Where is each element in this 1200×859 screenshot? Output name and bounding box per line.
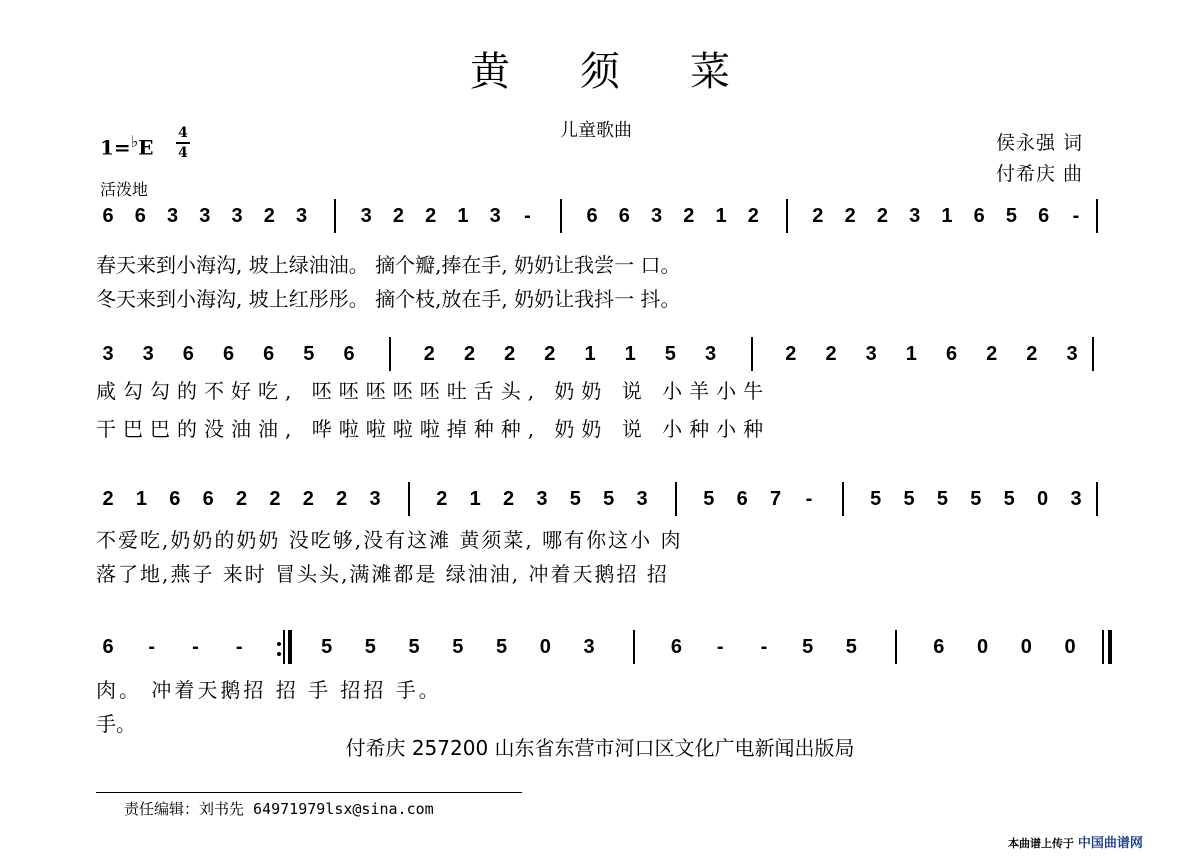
barline (633, 630, 635, 664)
note: 2 (844, 205, 856, 227)
note: 2 (785, 343, 797, 365)
time-signature (176, 124, 190, 162)
tempo-marking: 活泼地 (100, 180, 149, 199)
note: 2 (812, 205, 824, 227)
note: 3 (650, 205, 663, 227)
dash-note: - (716, 636, 724, 658)
dash-note: - (148, 636, 156, 658)
note: 3 (199, 205, 211, 227)
note: 6 (343, 343, 355, 365)
note: 5 (970, 488, 982, 510)
barline (560, 199, 562, 233)
note: 5 (303, 343, 315, 365)
lyric-verse-2: 干巴巴的没油油, 哗啦啦啦啦掉种种, 奶奶 说 小种小种 (96, 417, 771, 441)
note: 0 (1020, 636, 1032, 658)
note: 5 (408, 636, 420, 658)
note: 3 (102, 343, 114, 365)
note: 2 (425, 205, 437, 227)
note: 1 (905, 343, 917, 365)
lyric-verse-1: 不爱吃,奶奶的奶奶 没吃够,没有这滩 黄须菜, 哪有你这小 肉 (96, 528, 683, 552)
lyric-verse-2: 手。 (96, 712, 136, 736)
upload-text: 本曲谱上传于 (1008, 837, 1074, 850)
barline (895, 630, 897, 664)
dash-note: - (1072, 205, 1080, 227)
dash-note: - (524, 205, 531, 227)
note: 6 (263, 343, 275, 365)
note: 3 (1070, 488, 1082, 510)
note: 7 (770, 488, 782, 510)
note: 5 (452, 636, 464, 658)
note: 2 (423, 343, 435, 365)
key-signature (100, 132, 153, 160)
note: 6 (182, 343, 194, 365)
note: 2 (269, 488, 281, 510)
note: 5 (664, 343, 676, 365)
note: 3 (583, 636, 595, 658)
dash-note: - (192, 636, 199, 658)
note: 3 (231, 205, 243, 227)
barline (751, 337, 753, 371)
note: 2 (302, 488, 314, 510)
note: 0 (1037, 488, 1049, 510)
note: 6 (933, 636, 945, 658)
note: 2 (1026, 343, 1038, 365)
note: 5 (802, 636, 814, 658)
note: 0 (539, 636, 551, 658)
barline (842, 482, 844, 516)
note: 1 (624, 343, 636, 365)
barline (283, 630, 285, 664)
author-info: 付希庆 257200 山东省东营市河口区文化广电新闻出版局 (345, 736, 855, 760)
lyric-verse-1: 肉。 冲着天鹅招 招 手 招招 手。 (96, 678, 442, 702)
note: 3 (704, 343, 717, 365)
note: 3 (865, 343, 877, 365)
note: 6 (222, 343, 235, 365)
note: 2 (102, 488, 114, 510)
final-barline-thin (1102, 630, 1104, 664)
key-letter: E (138, 135, 154, 160)
note: 6 (945, 343, 958, 365)
note: 5 (364, 636, 376, 658)
editor-email[interactable]: 64971979lsx@sina.com (253, 800, 434, 818)
barline (408, 482, 410, 516)
flat-sign-icon: ♭ (130, 132, 139, 151)
note: 5 (1005, 205, 1018, 227)
note: 3 (296, 205, 308, 227)
barline (675, 482, 677, 516)
note: 3 (909, 205, 921, 227)
site-logo[interactable]: 中国曲谱网 (1077, 836, 1143, 851)
note: 2 (463, 343, 476, 365)
note: 5 (495, 636, 508, 658)
note: 6 (169, 488, 181, 510)
note: 3 (536, 488, 548, 510)
dash-note: - (805, 488, 813, 510)
repeat-dot (277, 642, 281, 646)
note: 2 (502, 488, 515, 510)
note: 5 (870, 488, 882, 510)
note: 5 (845, 636, 857, 658)
note: 6 (102, 205, 114, 227)
note: 6 (202, 488, 214, 510)
upload-credit (1008, 832, 1143, 851)
note: 0 (976, 636, 989, 658)
note: 1 (457, 205, 469, 227)
note: 2 (683, 205, 695, 227)
song-title: 黄须菜 (470, 49, 800, 95)
note: 3 (166, 205, 179, 227)
note: 1 (941, 205, 953, 227)
note: 2 (876, 205, 888, 227)
note: 5 (903, 488, 915, 510)
note: 5 (1003, 488, 1015, 510)
note: 1 (715, 205, 727, 227)
note: 2 (436, 488, 448, 510)
composer: 付希庆 曲 (996, 163, 1084, 185)
dash-note: - (235, 636, 243, 658)
barline (334, 199, 336, 233)
song-subtitle: 儿童歌曲 (560, 120, 632, 141)
note: 6 (670, 636, 683, 658)
lyric-verse-1: 咸勾勾的不好吃, 呸呸呸呸呸吐舌头, 奶奶 说 小羊小牛 (96, 379, 771, 403)
note: 6 (973, 205, 985, 227)
barline (1092, 337, 1094, 371)
editor-credit (124, 798, 434, 819)
note: 6 (1038, 205, 1050, 227)
note: 2 (986, 343, 998, 365)
lyric-verse-2: 冬天来到小海沟, 坡上红彤彤。 摘个枝,放在手, 奶奶让我抖一 抖。 (96, 287, 681, 311)
note: 2 (544, 343, 556, 365)
note: 5 (936, 488, 949, 510)
dash-note: - (760, 636, 768, 658)
footer-divider (96, 792, 522, 793)
note: 6 (134, 205, 146, 227)
note: 1 (584, 343, 596, 365)
note: 3 (1066, 343, 1078, 365)
note: 2 (392, 205, 404, 227)
note: 3 (489, 205, 501, 227)
barline (1096, 482, 1098, 516)
time-bottom: 4 (178, 145, 188, 161)
note: 1 (469, 488, 481, 510)
final-barline-thick (1108, 630, 1112, 664)
note: 6 (618, 205, 630, 227)
note: 2 (504, 343, 516, 365)
note: 2 (336, 488, 348, 510)
repeat-dot (277, 652, 281, 656)
lyric-verse-1: 春天来到小海沟, 坡上绿油油。 摘个瓣,捧在手, 奶奶让我尝一 口。 (96, 253, 681, 277)
time-top: 4 (178, 125, 188, 141)
lyric-verse-2: 落了地,燕子 来时 冒头头,满滩都是 绿油油, 冲着天鹅招 招 (96, 562, 669, 586)
note: 5 (321, 636, 333, 658)
note: 3 (636, 488, 648, 510)
credits (996, 128, 1083, 190)
note: 5 (703, 488, 715, 510)
barline (1096, 199, 1098, 233)
note: 2 (825, 343, 837, 365)
note: 1 (135, 488, 147, 510)
note: 5 (603, 488, 615, 510)
editor-label: 责任编辑：刘书先 (124, 800, 245, 818)
note: 2 (263, 205, 275, 227)
note: 6 (586, 205, 598, 227)
note: 2 (235, 488, 248, 510)
note: 6 (736, 488, 748, 510)
barline (389, 337, 391, 371)
note: 3 (360, 205, 372, 227)
lyricist: 侯永强 词 (996, 132, 1084, 154)
note: 6 (102, 636, 114, 658)
barline (786, 199, 788, 233)
repeat-barline (288, 630, 292, 664)
note: 3 (369, 488, 381, 510)
note: 5 (569, 488, 581, 510)
key-prefix: 1= (100, 135, 131, 160)
note: 0 (1064, 636, 1076, 658)
note: 3 (142, 343, 154, 365)
note: 2 (747, 205, 759, 227)
